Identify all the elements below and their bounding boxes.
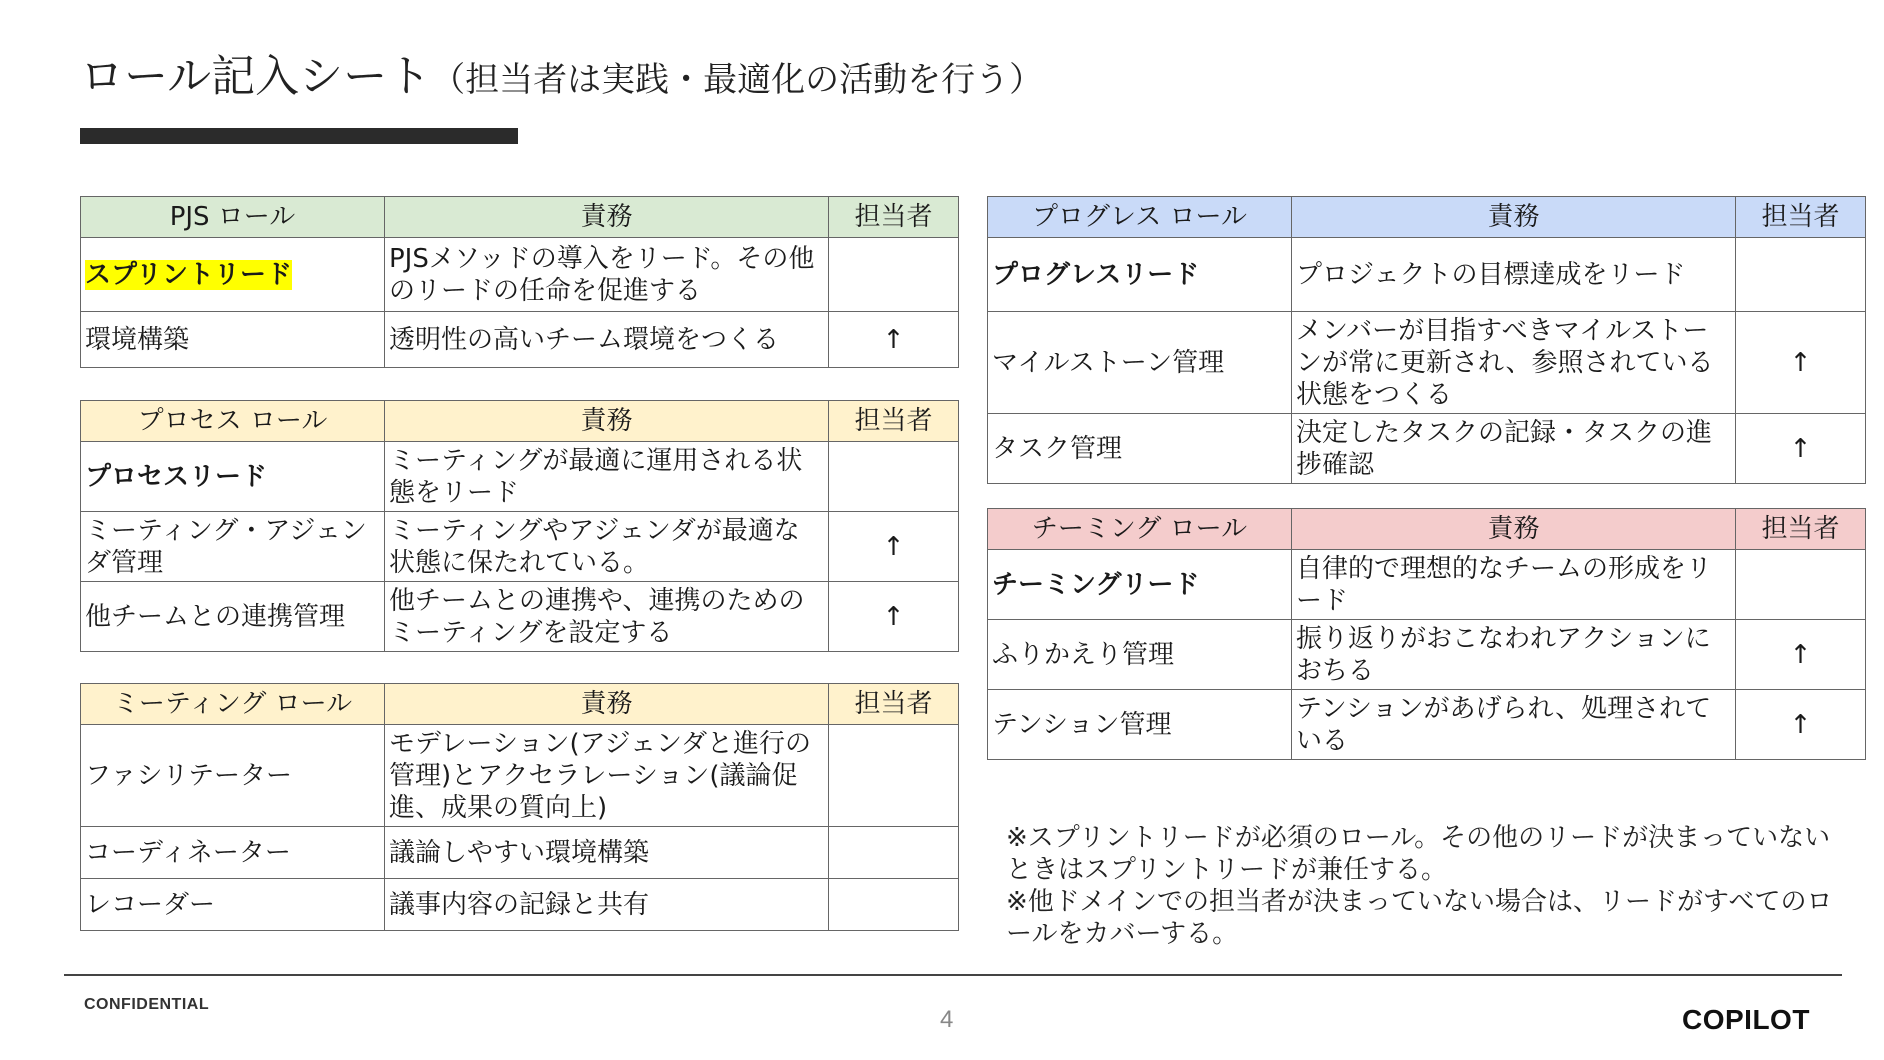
role-cell: レコーダー	[81, 879, 385, 931]
duty-cell: 振り返りがおこなわれアクションにおちる	[1292, 620, 1736, 690]
owner-cell[interactable]: ↑	[1736, 414, 1866, 484]
role-cell: プロセスリード	[81, 442, 385, 512]
table-row	[81, 582, 959, 652]
table-header-row	[988, 509, 1866, 550]
notes-block	[1006, 822, 1846, 950]
role-cell: ファシリテーター	[81, 725, 385, 827]
owner-cell[interactable]	[1736, 550, 1866, 620]
role-cell: テンション管理	[988, 690, 1292, 760]
table-row	[81, 238, 959, 312]
progress-role-table	[987, 196, 1866, 484]
header-owner: 担当者	[829, 684, 959, 725]
teaming-role-table	[987, 508, 1866, 760]
note-line: ※他ドメインでの担当者が決まっていない場合は、リードがすべてのロールをカバーする。	[1006, 887, 1833, 949]
table-row	[81, 879, 959, 931]
title-underline-bar	[80, 128, 518, 144]
title-suffix: （担当者は実践・最適化の活動を行う）	[431, 60, 1044, 100]
header-role: チーミング ロール	[988, 509, 1292, 550]
header-duty: 責務	[385, 401, 829, 442]
duty-cell: モデレーション(アジェンダと進行の管理)とアクセラレーション(議論促進、成果の質向上)	[385, 725, 829, 827]
duty-cell: 透明性の高いチーム環境をつくる	[385, 312, 829, 368]
duty-cell: プロジェクトの目標達成をリード	[1292, 238, 1736, 312]
table-row	[81, 725, 959, 827]
confidential-label: CONFIDENTIAL	[84, 996, 210, 1013]
owner-cell[interactable]: ↑	[829, 312, 959, 368]
table-row	[988, 312, 1866, 414]
owner-cell[interactable]	[829, 725, 959, 827]
table-row	[988, 414, 1866, 484]
header-duty: 責務	[385, 684, 829, 725]
table-row	[988, 550, 1866, 620]
page-number: 4	[940, 1006, 954, 1033]
footer-divider	[64, 974, 1842, 976]
role-cell: チーミングリード	[988, 550, 1292, 620]
duty-cell: テンションがあげられ、処理されている	[1292, 690, 1736, 760]
meeting-role-table	[80, 683, 959, 931]
table-header-row	[81, 684, 959, 725]
duty-cell: 決定したタスクの記録・タスクの進捗確認	[1292, 414, 1736, 484]
table-row	[81, 442, 959, 512]
note-line: ※スプリントリードが必須のロール。その他のリードが決まっていないときはスプリントリードが兼任する。	[1006, 823, 1831, 885]
table-row	[81, 312, 959, 368]
header-owner: 担当者	[829, 197, 959, 238]
owner-cell[interactable]: ↑	[1736, 620, 1866, 690]
table-row	[81, 827, 959, 879]
owner-cell[interactable]	[829, 879, 959, 931]
owner-cell[interactable]: ↑	[829, 582, 959, 652]
duty-cell: PJSメソッドの導入をリード。その他のリードの任命を促進する	[385, 238, 829, 312]
copilot-logo: COPILOT	[1682, 1004, 1810, 1035]
header-owner: 担当者	[1736, 197, 1866, 238]
table-header-row	[81, 401, 959, 442]
table-header-row	[988, 197, 1866, 238]
role-cell: ふりかえり管理	[988, 620, 1292, 690]
owner-cell[interactable]: ↑	[829, 512, 959, 582]
owner-cell[interactable]: ↑	[1736, 690, 1866, 760]
duty-cell: ミーティングやアジェンダが最適な状態に保たれている。	[385, 512, 829, 582]
table-row	[988, 620, 1866, 690]
header-duty: 責務	[385, 197, 829, 238]
role-cell	[81, 238, 385, 312]
table-row	[988, 238, 1866, 312]
role-cell: タスク管理	[988, 414, 1292, 484]
owner-cell[interactable]: ↑	[1736, 312, 1866, 414]
role-cell: コーディネーター	[81, 827, 385, 879]
table-row	[81, 512, 959, 582]
pjs-role-table	[80, 196, 959, 368]
owner-cell[interactable]	[829, 238, 959, 312]
duty-cell: ミーティングが最適に運用される状態をリード	[385, 442, 829, 512]
header-role: プロセス ロール	[81, 401, 385, 442]
duty-cell: 議論しやすい環境構築	[385, 827, 829, 879]
role-cell: プログレスリード	[988, 238, 1292, 312]
owner-cell[interactable]	[829, 442, 959, 512]
process-role-table	[80, 400, 959, 652]
slide-title	[80, 40, 1043, 104]
role-cell: ミーティング・アジェンダ管理	[81, 512, 385, 582]
owner-cell[interactable]	[1736, 238, 1866, 312]
table-row	[988, 690, 1866, 760]
highlighted-role: スプリントリード	[85, 259, 292, 290]
header-duty: 責務	[1292, 197, 1736, 238]
header-role: PJS ロール	[81, 197, 385, 238]
title-main: ロール記入シート	[80, 51, 432, 102]
header-owner: 担当者	[829, 401, 959, 442]
duty-cell: 他チームとの連携や、連携のためのミーティングを設定する	[385, 582, 829, 652]
duty-cell: 議事内容の記録と共有	[385, 879, 829, 931]
duty-cell: 自律的で理想的なチームの形成をリード	[1292, 550, 1736, 620]
header-role: プログレス ロール	[988, 197, 1292, 238]
table-header-row	[81, 197, 959, 238]
header-duty: 責務	[1292, 509, 1736, 550]
duty-cell: メンバーが目指すべきマイルストーンが常に更新され、参照されている状態をつくる	[1292, 312, 1736, 414]
role-cell: 他チームとの連携管理	[81, 582, 385, 652]
role-cell: マイルストーン管理	[988, 312, 1292, 414]
header-role: ミーティング ロール	[81, 684, 385, 725]
role-cell: 環境構築	[81, 312, 385, 368]
owner-cell[interactable]	[829, 827, 959, 879]
header-owner: 担当者	[1736, 509, 1866, 550]
